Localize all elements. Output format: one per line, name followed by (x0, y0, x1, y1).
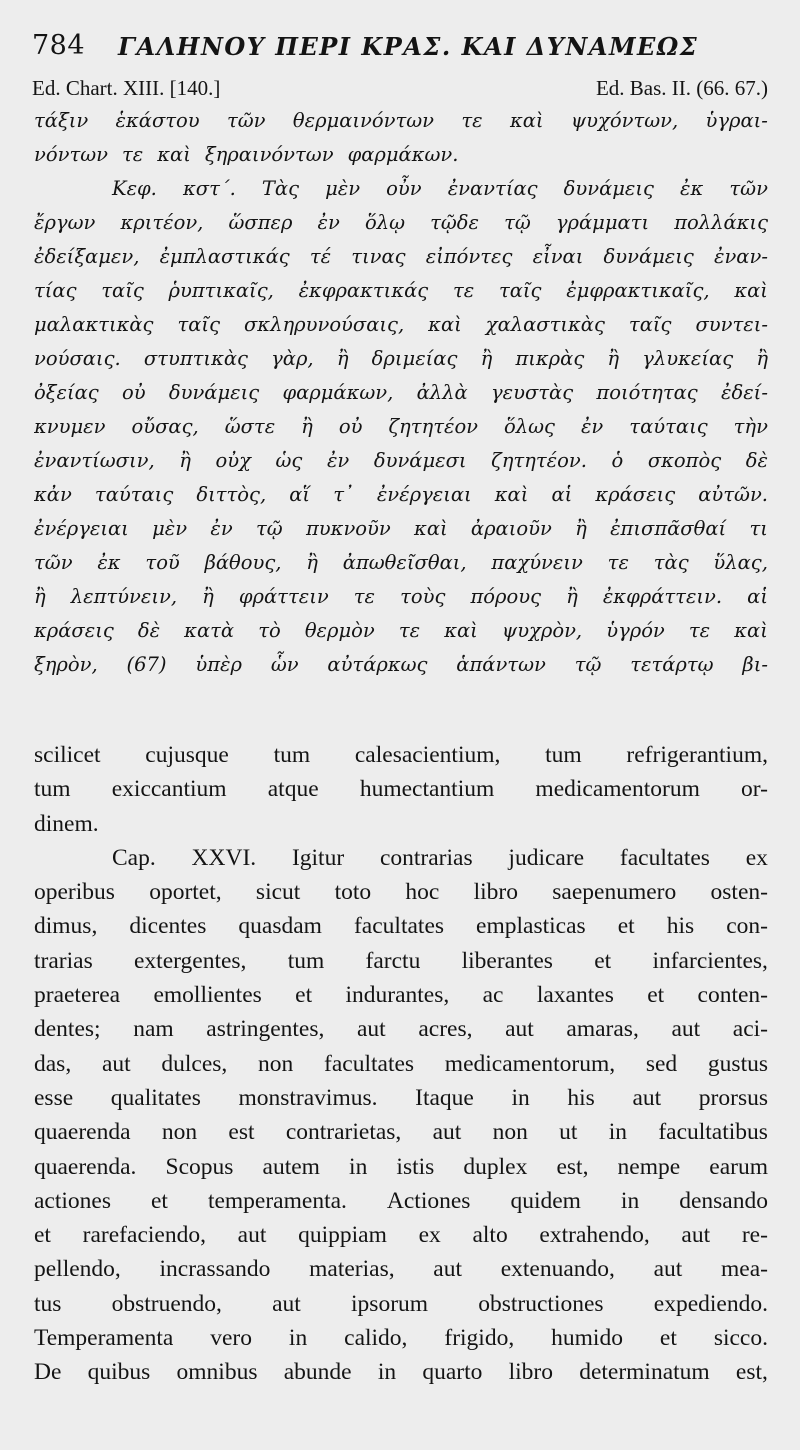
latin-text-line: trarias extergentes, tum farctu liberantes et infarcientes, (34, 947, 768, 974)
latin-text-line: et rarefaciendo, aut quippiam ex alto extrahendo, aut re- (34, 1222, 768, 1249)
greek-text-block (34, 104, 768, 682)
greek-text-line: νούσαις. στυπτικὰς γὰρ, ἢ δριμείας ἢ πικρὰς ἢ γλυκείας ἢ (34, 347, 768, 370)
latin-text-line: dinem. (34, 810, 99, 837)
greek-text-line: τάξιν ἑκάστου τῶν θερμαινόντων τε καὶ ψυχόντων, ὑγραι- (34, 109, 768, 132)
running-title: ΓΑΛΗΝΟΥ ΠΕΡΙ ΚΡΑΣ. ΚΑΙ ΔΥΝΑΜΕΩΣ (118, 32, 699, 61)
greek-text-line: ἐνέργειαι μὲν ἐν τῷ πυκνοῦν καὶ ἀραιοῦν ἢ ἐπισπᾶσθαί τι (34, 517, 768, 540)
latin-text-line: actiones et temperamenta. Actiones quidem in densando (34, 1187, 768, 1214)
greek-text-line: κράσεις δὲ κατὰ τὸ θερμὸν τε καὶ ψυχρὸν, ὑγρόν τε καὶ (34, 619, 768, 642)
edition-reference-line (32, 76, 768, 104)
latin-text-block (34, 738, 768, 1390)
greek-text-line: μαλακτικὰς ταῖς σκληρυνούσαις, καὶ χαλαστικὰς ταῖς συντει- (34, 313, 768, 336)
greek-text-line: ξηρὸν, (67) ὑπὲρ ὧν αὐτάρκως ἁπάντων τῷ τετάρτῳ βι- (34, 653, 768, 676)
latin-text-line: pellendo, incrassando materias, aut extenuando, aut mea- (34, 1256, 768, 1283)
greek-text-line: τίας ταῖς ῥυπτικαῖς, ἐκφρακτικάς τε ταῖς ἐμφρακτικαῖς, καὶ (34, 279, 768, 302)
latin-text-line: operibus oportet, sicut toto hoc libro saepenumero osten- (34, 879, 768, 906)
greek-text-line: νόντων τε καὶ ξηραινόντων φαρμάκων. (34, 143, 459, 166)
latin-text-line: das, aut dulces, non facultates medicamentorum, sed gustus (34, 1050, 768, 1077)
latin-text-line: esse qualitates monstravimus. Itaque in his aut prorsus (34, 1084, 768, 1111)
greek-text-line: κἀν ταύταις διττὸς, αἵ τ᾽ ἐνέργειαι καὶ αἱ κράσεις αὐτῶν. (34, 483, 768, 506)
greek-text-line: ἐδείξαμεν, ἐμπλαστικάς τέ τινας εἰπόντες εἶναι δυνάμεις ἐναν- (34, 245, 768, 268)
latin-text-line: scilicet cujusque tum calesacientium, tum refrigerantium, (34, 742, 768, 768)
greek-text-line: τῶν ἐκ τοῦ βάθους, ἢ ἀπωθεῖσθαι, παχύνειν τε τὰς ὕλας, (34, 551, 768, 574)
latin-text-line: quaerenda. Scopus autem in istis duplex est, nempe earum (34, 1153, 768, 1180)
latin-text-line: quaerenda non est contrarietas, aut non ut in facultatibus (34, 1119, 768, 1146)
edition-basel: Ed. Bas. II. (66. 67.) (595, 76, 768, 100)
latin-text-line: Cap. XXVI. Igitur contrarias judicare facultates ex (112, 844, 768, 871)
greek-text-line: ὀξείας οὐ δυνάμεις φαρμάκων, ἀλλὰ γευστὰς ποιότητας ἐδεί- (34, 381, 768, 404)
page-header (32, 26, 772, 66)
latin-text-line: De quibus omnibus abunde in quarto libro determinatum est, (34, 1359, 768, 1386)
latin-text-line: Temperamenta vero in calido, frigido, humido et sicco. (34, 1325, 768, 1352)
latin-text-line: dimus, dicentes quasdam facultates emplasticas et his con- (34, 913, 768, 940)
greek-text-line: ἐναντίωσιν, ἢ οὐχ ὡς ἐν δυνάμεσι ζητητέον. ὁ σκοπὸς δὲ (34, 449, 768, 472)
latin-text-line: tus obstruendo, aut ipsorum obstructiones expediendo. (34, 1290, 768, 1317)
greek-text-line: ἢ λεπτύνειν, ἢ φράττειν τε τοὺς πόρους ἢ ἐκφράττειν. αἱ (34, 585, 768, 608)
latin-text-line: praeterea emollientes et indurantes, ac laxantes et conten- (34, 982, 768, 1009)
greek-text-line: κνυμεν οὔσας, ὥστε ἢ οὐ ζητητέον ὅλως ἐν ταύταις τὴν (34, 415, 768, 438)
page-number: 784 (32, 30, 86, 61)
latin-text-line: tum exiccantium atque humectantium medicamentorum or- (34, 776, 768, 803)
latin-text-line: dentes; nam astringentes, aut acres, aut amaras, aut aci- (34, 1016, 768, 1043)
edition-chartier: Ed. Chart. XIII. [140.] (32, 76, 221, 100)
greek-text-line: Κεφ. κστ΄. Τὰς μὲν οὖν ἐναντίας δυνάμεις ἐκ τῶν (112, 177, 768, 200)
greek-text-line: ἔργων κριτέον, ὥσπερ ἐν ὅλῳ τῷδε τῷ γράμματι πολλάκις (34, 211, 768, 234)
